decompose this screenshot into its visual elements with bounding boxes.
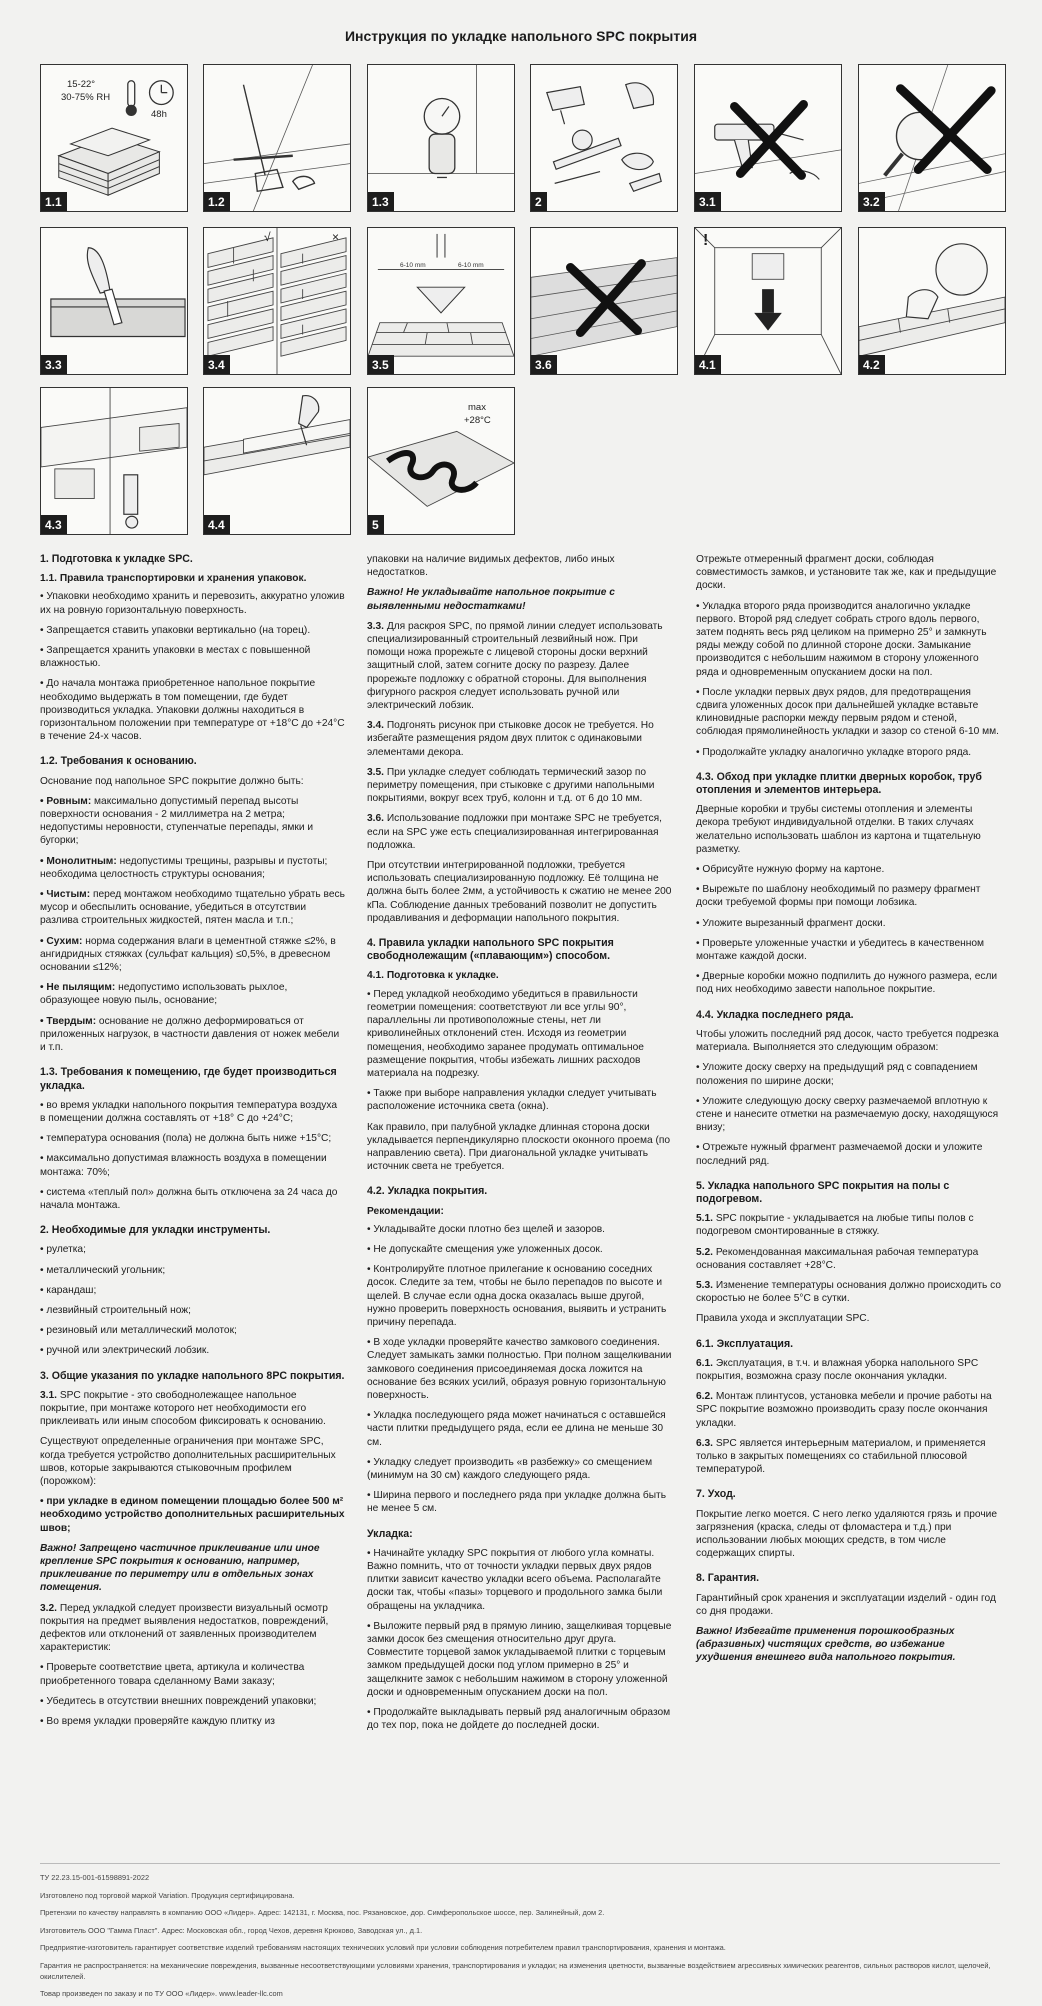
illustration-2 [530,64,678,212]
paragraph: • Отрежьте нужный фрагмент размечаемой доски и уложите последний ряд. [696,1142,983,1167]
lead-in: 3.1. [40,1389,57,1401]
paragraph: • Укладка последующего ряда может начинаться с оставшейся части плитки предыдущего ряда, если ее длина не меньше 30 см. [367,1410,666,1448]
step-number: 3.2 [859,192,885,211]
paragraph-text: Эксплуатация, в т.ч. и влажная уборка напольного SPC покрытия, возможна сразу после окончания укладки. [696,1357,979,1382]
illustration-3-3 [40,227,188,375]
paragraph: • Также при выборе направления укладки следует учитывать расположение источника света (окна). [367,1088,657,1113]
step-number: 1.3 [368,192,394,211]
section-heading: 5. Укладка напольного SPC покрытия на полы с подогревом. [696,1179,950,1205]
paragraph: • резиновый или металлический молоток; [40,1325,237,1337]
paragraph: • Во время укладки проверяйте каждую плитку из [40,1716,275,1728]
paragraph [696,1390,1001,1430]
lead-in: 3.5. [367,766,384,778]
no-magnifier-defects-icon [859,65,1005,211]
no-underlay-icon [531,228,677,374]
footer-line: ТУ 22.23.15-001-61598891-2022 [40,1873,150,1882]
illustration-3-5 [367,227,515,375]
footer-line: Изготовлено под торговой маркой Variation. Продукция сертифицирована. [40,1890,295,1900]
lead-in: 3.3. [367,620,384,632]
paragraph: • карандаш; [40,1284,97,1296]
paragraph: • Убедитесь в отсутствии внешних повреждений упаковки; [40,1695,317,1707]
paragraph-text: При укладке следует соблюдать термический зазор по периметру помещения, при стыковке с другими напольными покрытиями, вокруг всех труб, колонн и т.д. от 6 до 10 мм. [367,766,655,805]
paragraph: упаковки на наличие видимых дефектов, либо иных недостатков. [367,554,615,579]
paragraph: • Ширина первого и последнего ряда при укладке должна быть не менее 5 см. [367,1490,667,1515]
lead-in: 5.2. [696,1246,713,1258]
lead-in: 6.2. [696,1391,713,1403]
step-number: 3.3 [41,355,67,374]
paragraph: • Уложите вырезанный фрагмент доски. [696,917,886,929]
paragraph-text: Рекомендованная максимальная рабочая температура основания составляет +28°С. [696,1246,979,1271]
lead-in: 3.6. [367,813,384,825]
text-column-1 [40,553,345,1735]
paragraph: Чтобы уложить последний ряд досок, часто требуется подрезка материала. Выполняется это следующим образом: [696,1028,999,1054]
paragraph: • Запрещается хранить упаковки в местах с повышенной влажностью. [40,645,311,670]
room-light-direction-icon [695,228,841,374]
paragraph: • Дверные коробки можно подпилить до нужного размера, если под них необходимо завести напольное покрытие. [696,971,998,996]
step-number: 4.2 [859,355,885,374]
lead-in: 6.3. [696,1437,713,1449]
lead-in: 3.4. [367,720,384,732]
paragraph: Правила ухода и эксплуатации SPC. [696,1313,870,1325]
paragraph: • Обрисуйте нужную форму на картоне. [696,864,885,876]
step-number: 1.2 [204,192,230,211]
paragraph-text: Использование подложки при монтаже SPC не требуется, если на SPC уже есть специализированная интегрированная подложка. [367,813,662,851]
footer-divider [40,1863,1000,1864]
paragraph: • металлический угольник; [40,1264,166,1276]
text-column-3 [696,553,1001,1672]
paragraph-text: норма содержания влаги в цементной стяжке ≤2%, в ангидридных стяжках (сульфат кальция) ≤0,5%, в древесном основании ≤12%; [40,935,336,974]
emphasis-text: • при укладке в едином помещении площадью более 500 м² необходимо устройство дополнительных расширительных швов; [40,1496,345,1534]
paragraph [367,766,672,806]
paragraph [40,1602,345,1655]
paragraph: • Перед укладкой необходимо убедиться в правильности геометрии помещения: соответствуют ли все углы 90°, параллельны ли противоположные стены, нет ли криволинейных отклонений стен. Исходя из геометрии помещения, необходимо заранее продумать оптимальное размещение покрытия, чтобы избежать лишних расходов материала на подрезку. [367,988,644,1079]
section-heading: 4.2. Укладка покрытия. [367,1185,488,1198]
text-column-2 [367,553,672,1739]
gap-right-label: 6-10 mm [458,262,484,269]
paragraph: • Контролируйте плотное прилегание к основанию соседних досок. Следите за тем, чтобы не было перепадов по высоте и щелей. В случае если одна доска оказалась выше другой, нужно проверить поверхность основания, выявить и устранить причину перепада. [367,1264,667,1328]
paragraph: • система «теплый пол» должна быть отключена за 24 часа до начала монтажа. [40,1186,338,1211]
lead-in: 5.1. [696,1213,713,1225]
paragraph: • ручной или электрический лобзик. [40,1345,210,1357]
step-number: 2 [531,192,547,211]
paragraph: • До начала монтажа приобретенное напольное покрытие необходимо выдержать в том помещении, где будет производиться укладка. Упаковки должны находиться в горизонтальном положении при температуре от +18°С до +24°С в течение 24-х часов. [40,678,345,743]
paragraph-text: SPC покрытие - укладывается на любые типы полов с подогревом смонтированные в стяжку. [696,1213,974,1238]
heated-floor-icon [368,388,514,534]
section-heading: 2. Необходимые для укладки инструменты. [40,1224,271,1237]
paragraph: • Выложите первый ряд в прямую линию, защелкивая торцевые замки досок без смещения относительно друг друга. Совместите торцевой замок укладываемой плитки с торцевым замком предыдущей доски под углом примерно в 25° и защелкните замок с небольшим нажимом в сторону уложенной доски и одновременным опусканием доски на пол. [367,1620,672,1698]
paragraph-text: перед монтажом необходимо тщательно убрать весь мусор и обеспылить основание, убедиться в отсутствии разлива строительных жидкостей, пятен масла и т.п.; [40,889,345,927]
section-heading: 1. Подготовка к укладке SPC. [40,553,193,565]
paragraph: Дверные коробки и трубы системы отопления и элементы декора требуют индивидуальной отделки. В таких случаях желательно использовать шаблон из картона и тщательную разметку. [696,804,981,855]
step-number: 3.6 [531,355,557,374]
paragraph-text: Для раскроя SPC, по прямой линии следует использовать специализированный строительный лезвийный нож. При помощи ножа прорежьте с лицевой стороны доски верхний защитный слой, затем согните доску по разрезу. Далее прорежьте подложку с обратной стороны. Для выполнения фигурного раскроя следует использовать ручной или электрический лобзик. [367,620,663,712]
lead-in: 6.1. [696,1357,713,1369]
footer-line: Претензии по качеству направлять в компанию ООО «Лидер». Адрес: 142131, г. Москва, пос. Рязановское, дор. Симферопольское шоссе, пер. Залинейный, дом 2. [40,1908,605,1917]
lead-in: • Не пылящим: [40,982,116,994]
knife-cutting-icon [41,228,187,374]
footer-line: Предприятие-изготовитель гарантирует соответствие изделий требованиям настоящих технических условий при условии соблюдения потребителем правил транспортирования, хранения и монтажа. [40,1943,726,1952]
step-number: 3.1 [695,192,721,211]
paragraph: • температура основания (пола) не должна быть ниже +15°С; [40,1133,332,1145]
paragraph: • После укладки первых двух рядов, для предотвращения сдвига уложенных досок при дальнейшей укладке вставьте клиновидные распорки между первым рядом и стеной, соблюдая прямолинейность укладки и зазор со стеной 6-10 мм. [696,686,999,738]
footer [40,1872,1000,2006]
paragraph-text: недопустимы трещины, разрывы и пустоты; необходима целостность структуры основания; [40,855,328,880]
expansion-gap-icon [368,228,514,374]
hygrometer-icon [368,65,514,211]
warning-mark: ! [703,232,709,249]
section-heading: 7. Уход. [696,1488,736,1501]
paragraph: • Продолжайте выкладывать первый ряд аналогичным образом до тех пор, пока не дойдете до последней доски. [367,1707,671,1732]
paragraph [696,1279,1001,1305]
paragraph: • во время укладки напольного покрытия температура воздуха в помещении должна составлять от +18° С до +24°С; [40,1099,338,1124]
illustration-3-4 [203,227,351,375]
warning-text: Важно! Избегайте применения порошкообразных (абразивных) чистящих средств, во избежание ухудшения внешнего вида напольного покрытия. [696,1626,956,1664]
subsection-heading: 4.1. Подготовка к укладке. [367,970,499,982]
page-title: Инструкция по укладке напольного SPC покрытия [344,28,698,44]
paragraph: • Вырежьте по шаблону необходимый по размеру фрагмент доски требуемой формы при помощи лобзика. [696,884,981,909]
paragraph-text: Перед укладкой следует произвести визуальный осмотр покрытия на предмет выявления недостатков, повреждений, дефектов или отклонений от заявленных производителем характеристик: [40,1602,329,1654]
illustration-4-1 [694,227,842,375]
lead-in: • Ровным: [40,795,92,807]
paragraph-text: максимально допустимый перепад высоты поверхности основания - 2 миллиметра на 2 метра; недопустимы неровности, ступенчатые перепады, ямки и бугорки; [40,795,314,847]
lead-in: • Твердым: [40,1015,97,1027]
illustration-4-3 [40,387,188,535]
section-heading: 8. Гарантия. [696,1572,760,1585]
tools-icon [531,65,677,211]
step-number: 5 [368,515,384,534]
paragraph [40,855,345,881]
paragraph-text: Изменение температуры основания должно происходить со скоростью не более 5°С в сутки. [696,1279,1001,1305]
section-heading: 4. Правила укладки напольного SPC покрытия свободнолежащим («плавающим») способом. [367,937,614,963]
paragraph [40,1015,345,1055]
section-heading: 1.3. Требования к помещению, где будет производиться укладка. [40,1066,337,1092]
paragraph: • В ходе укладки проверяйте качество замкового соединения. Следует замыкать замки полностью. При полном защелкивании замкового соединения присоединяемая доска ложится на основание без всяких усилий, образуя ровную горизонтальную поверхность. [367,1337,672,1401]
step-number: 3.5 [368,355,394,374]
section-heading: Укладка: [367,1527,413,1540]
paragraph [696,1357,1001,1383]
max-label: max [468,402,486,413]
paragraph-text: SPC является интерьерным материалом, и применяется только в закрытых помещениях со стабильной плюсовой температурой. [696,1437,986,1476]
paragraph: Основание под напольное SPC покрытие должно быть: [40,775,304,787]
paragraph: • максимально допустимая влажность воздуха в помещении монтажа: 70%; [40,1153,327,1178]
paragraph [40,795,345,848]
paragraph [40,888,345,928]
illustration-3-2 [858,64,1006,212]
paragraph [40,1389,345,1429]
paragraph-text: Подгонять рисунок при стыковке досок не требуется. Но избегайте размещения рядом двух плиток с одинаковыми элементами декора. [367,720,654,758]
paragraph [367,812,672,852]
illustration-4-4 [203,387,351,535]
paragraph: • рулетка; [40,1244,86,1256]
correct-mark: √ [264,230,271,244]
warning-text: Важно! Не укладывайте напольное покрытие с выявленными недостатками! [367,587,615,612]
paragraph: • Запрещается ставить упаковки вертикально (на торец). [40,624,311,636]
paragraph-text: основание не должно деформироваться от приложенных нагрузок, в частности давления от ножек мебели и т.п. [40,1015,340,1054]
paragraph: • Проверьте соответствие цвета, артикула и количества приобретенного товара сделанному Вами заказу; [40,1662,305,1687]
door-frame-cut-icon [41,388,187,534]
step-number: 4.3 [41,515,67,534]
lead-in: 3.2. [40,1602,57,1614]
paragraph: При отсутствии интегрированной подложки, требуется использовать специализированную подложку. Её толщина не должна быть более 2мм, а устойчивость к сжатию не менее 200 кПа. Соблюдение данных требований позволит не допустить продавливания и деформации напольного покрытия. [367,860,672,924]
paragraph: Покрытие легко моется. С него легко удаляются грязь и прочие загрязнения (краска, следы от фломастера и т.д.) при использовании любых моющих средств, в том числе содержащих спирты. [696,1508,997,1560]
subsection-heading: 1.1. Правила транспортировки и хранения упаковок. [40,573,307,585]
plank-pattern-icon [204,228,350,374]
paragraph: • Уложите доску сверху на предыдущий ряд с совпадением положения по ширине доски; [696,1062,978,1087]
lead-in: • Сухим: [40,935,83,947]
subsection-heading: Рекомендации: [367,1205,444,1217]
paragraph [367,620,672,712]
stacked-packages-icon [41,65,187,211]
paragraph-text: Монтаж плинтусов, установка мебели и прочие работы на SPC покрытие возможно производить сразу после окончания укладки. [696,1391,992,1429]
footer-line: Гарантия не распространяется: на механические повреждения, вызванные несоответствующими условиями хранения, транспортирования и укладки; на изменения цветности, вызванные воздействием агрессивных химических реагентов, сильных растворов кислот, щелочей, окислителей. [40,1960,991,1981]
paragraph: • Укладывайте доски плотно без щелей и зазоров. [367,1223,605,1235]
step-number: 3.4 [204,355,230,374]
paragraph [40,935,345,975]
warning-text: Важно! Запрещено частичное приклеивание или иное крепление SPC покрытия к основанию, например, приклеивание по периметру или в отдельных зонах помещения. [40,1542,320,1594]
section-heading: 6.1. Эксплуатация. [696,1337,794,1350]
footer-line: Изготовитель ООО "Гамма Пласт". Адрес: Московская обл., город Чехов, деревня Крюково, Заводская ул., д.1. [40,1925,423,1935]
paragraph [696,1212,1001,1238]
acclimation-time: 48h [151,109,167,120]
step-number: 4.4 [204,515,230,534]
paragraph: • Упаковки необходимо хранить и перевозить, аккуратно уложив их на ровную горизонтальную поверхность. [40,591,345,616]
first-rows-laying-icon [859,228,1005,374]
paragraph: • Не допускайте смещения уже уложенных досок. [367,1243,603,1255]
paragraph: • Начинайте укладку SPC покрытия от любого угла комнаты. Важно помнить, что от точности укладки первых двух рядов плитки зависит качество укладки всего объема. Располагайте доски так, чтобы «пазы» торцевого и продольного замка были обращены на укладчика. [367,1547,663,1612]
broom-sweeping-icon [204,65,350,211]
illustration-3-6 [530,227,678,375]
max-temperature: +28°C [464,415,491,426]
illustration-4-2 [858,227,1006,375]
paragraph [40,981,345,1007]
illustration-1-3 [367,64,515,212]
paragraph: Отрежьте отмеренный фрагмент доски, соблюдая совместимость замков, и установите так же, как и предыдущие доски. [696,554,997,592]
no-glue-gun-icon [695,65,841,211]
section-heading: 4.3. Обход при укладке плитки дверных коробок, труб отопления и элементов интерьера. [696,770,982,797]
paragraph: • Продолжайте укладку аналогично укладке второго ряда. [696,746,972,758]
humidity-range: 30-75% RH [61,92,111,103]
paragraph: • Уложите следующую доску сверху размечаемой вплотную к стене и нанесите отметки на размечаемую доску, находящуюся внизу; [696,1095,999,1134]
paragraph: • лезвийный строительный нож; [40,1304,191,1316]
lead-in: • Чистым: [40,889,91,901]
temperature-range: 15-22° [67,79,96,90]
paragraph [367,719,672,759]
lead-in: • Монолитным: [40,855,117,867]
lead-in: 5.3. [696,1279,713,1291]
section-heading: 1.2. Требования к основанию. [40,755,197,768]
paragraph [696,1437,1001,1477]
paragraph: • Укладку следует производить «в разбежку» со смещением (минимум на 30 см) каждого следующего ряда. [367,1456,653,1481]
section-heading: 3. Общие указания по укладке напольного 8PC покрытия. [40,1369,345,1382]
paragraph: Существуют определенные ограничения при монтаже SPC, когда требуется устройство дополнительных расширительных швов, которые закрываются стыковочным профилем (порожком): [40,1436,336,1487]
illustration-1-1 [40,64,188,212]
paragraph-text: недопустимо использовать рыхлое, образующее новую пыль, основание; [40,982,288,1007]
last-row-marking-icon [204,388,350,534]
illustration-5 [367,387,515,535]
illustration-3-1 [694,64,842,212]
gap-left-label: 6-10 mm [400,262,426,269]
section-heading: 4.4. Укладка последнего ряда. [696,1008,854,1021]
footer-line: Товар произведен по заказу и по ТУ ООО «Лидер». www.leader-llc.com [40,1989,283,1998]
incorrect-mark: × [332,230,340,244]
paragraph [696,1246,1001,1272]
illustration-1-2 [203,64,351,212]
step-number: 1.1 [41,192,67,211]
paragraph: • Проверьте уложенные участки и убедитесь в качественном монтаже каждой доски. [696,937,985,963]
step-number: 4.1 [695,355,721,374]
paragraph-text: SPC покрытие - это свободнолежащее напольное покрытие, при монтаже которого нет необходимости его приклеивать или иным способом фиксировать к основанию. [40,1389,326,1428]
paragraph: Гарантийный срок хранения и эксплуатации изделий - один год со дня продажи. [696,1592,996,1617]
paragraph: Как правило, при палубной укладке длинная сторона доски укладывается перпендикулярно плоскости оконного проема (по направлению света). При диагональной укладке учитывать источник света не требуется. [367,1121,671,1173]
paragraph: • Укладка второго ряда производится аналогично укладке первого. Второй ряд следует собрать строго вдоль первого, затем поднять весь ряд целиком на примерно 25° и замкнуть ряды между собой по длинной стороне доски. Замыкание производится с небольшим нажимом в сторону уложенного ряда и одновременным опусканием доски на пол. [696,600,987,678]
